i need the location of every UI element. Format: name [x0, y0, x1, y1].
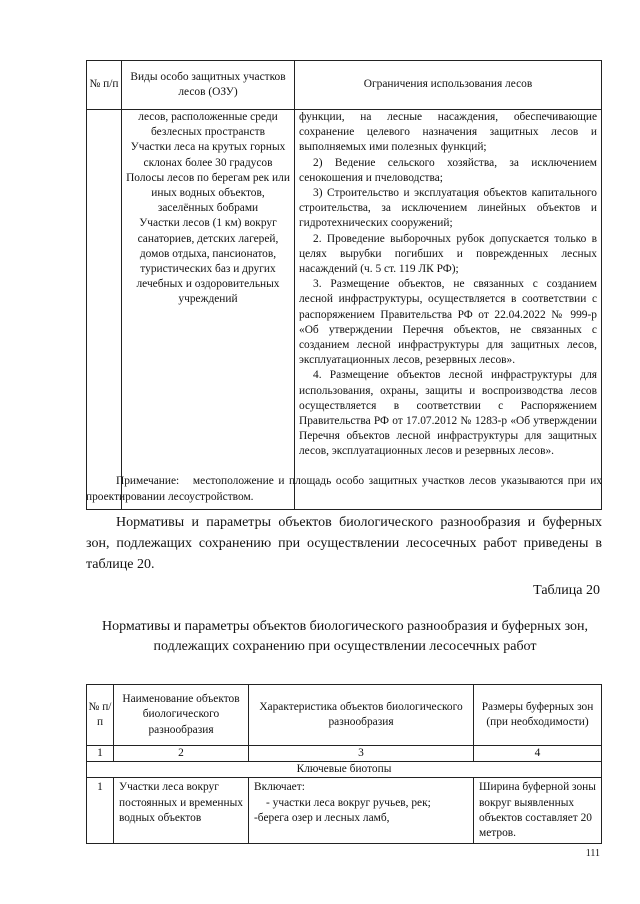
restriction-item: 2) Ведение сельского хозяйства, за исключением сенокошения и пчеловодства; [299, 156, 597, 184]
note-label: Примечание: [116, 475, 180, 487]
section-key-biotopes: Ключевые биотопы [87, 762, 602, 778]
col-number: 3 [249, 746, 474, 762]
zone-item: Полосы лесов по берегам рек или иных водных объектов, заселённых бобрами [126, 171, 290, 215]
table1-row [87, 110, 602, 510]
characteristic-item: -берега озер и лесных ламб, [254, 811, 390, 824]
table-row [87, 778, 602, 844]
table1-header-types: Виды особо защитных участков лесов (ОЗУ) [122, 61, 295, 110]
table1-restrictions-cell [295, 110, 602, 510]
restriction-item: 2. Проведение выборочных рубок допускается только в целях вырубки погибших и поврежденных лесных насаждений (ч. 5 ст. 119 ЛК РФ); [299, 232, 597, 276]
restriction-item: функции, на лесные насаждения, обеспечивающие сохранение целевого назначения защитных лесов и выполняемых ими полезных функций; [299, 111, 597, 154]
table2-header-num: № п/п [87, 685, 114, 746]
zone-item: лесов, расположенные среди безлесных пространств [138, 111, 278, 139]
row-number: 1 [87, 778, 114, 844]
biodiversity-table [86, 684, 602, 844]
table1-header-row [87, 61, 602, 110]
ozu-restrictions-table [86, 60, 602, 510]
table2-header-row [87, 685, 602, 746]
table2-header-buffer: Размеры буферных зон (при необходимости) [474, 685, 602, 746]
page-number: 111 [585, 848, 600, 859]
table-title: Нормативы и параметры объектов биологического разнообразия и буферных зон, подлежащих сохранению при осуществлении лесосечных работ [101, 619, 589, 654]
col-number: 2 [114, 746, 249, 762]
table2-section-row [87, 762, 602, 778]
table2-header-name: Наименование объектов биологического разнообразия [114, 685, 249, 746]
table1-header-limits: Ограничения использования лесов [295, 61, 602, 110]
intro-paragraph: Нормативы и параметры объектов биологического разнообразия и буферных зон, подлежащих сохранению при осуществлении лесосечных работ приведены в таблице 20. [86, 515, 602, 572]
table1-header-num: № п/п [87, 61, 122, 110]
zone-item: Участки лесов (1 км) вокруг санаториев, детских лагерей, домов отдыха, пансионатов, туристических баз и других лечебных и оздоровительных учреждений [136, 217, 280, 306]
table1-note [86, 474, 602, 505]
table2-header-characteristic: Характеристика объектов биологического разнообразия [249, 685, 474, 746]
characteristic-item: - участки леса вокруг ручьев, рек; [266, 796, 431, 809]
col-number: 4 [474, 746, 602, 762]
row-object-name: Участки леса вокруг постоянных и временных водных объектов [114, 778, 249, 844]
table-label: Таблица 20 [533, 583, 600, 598]
col-number: 1 [87, 746, 114, 762]
restriction-item: 3) Строительство и эксплуатация объектов капитального строительства, за исключением линейных объектов и гидротехнических сооружений; [299, 187, 597, 230]
note-text: местоположение и площадь особо защитных участков лесов указываются при их проектировании лесоустройством. [86, 475, 602, 503]
table1-empty-num-cell [87, 110, 122, 510]
row-characteristic [249, 778, 474, 844]
table2-colnum-row [87, 746, 602, 762]
zone-item: Участки леса на крутых горных склонах более 30 градусов [130, 141, 286, 169]
restriction-item: 3. Размещение объектов, не связанных с созданием лесной инфраструктуры, осуществляется в соответствии с распоряжением Правительства РФ от 22.04.2022 № 999-р «Об утверждении Перечня объектов, не связанных с созданием лесной инфраструктуры для защитных лесов, эксплуатационных лесов, резервных лесов». [299, 278, 597, 367]
characteristic-intro: Включает: [254, 781, 305, 794]
row-buffer-size: Ширина буферной зоны вокруг выявленных объектов составляет 20 метров. [474, 778, 602, 844]
restriction-item: 4. Размещение объектов лесной инфраструктуры для использования, охраны, защиты и воспроизводства лесов осуществляется в соответствии с Распоряжением Правительства РФ от 17.07.2012 № 1283-р «Об утверждении Перечня объектов лесной инфраструктуры для защитных лесов, эксплуатационных лесов и резервных лесов». [299, 369, 597, 458]
table1-zones-cell [122, 110, 295, 510]
